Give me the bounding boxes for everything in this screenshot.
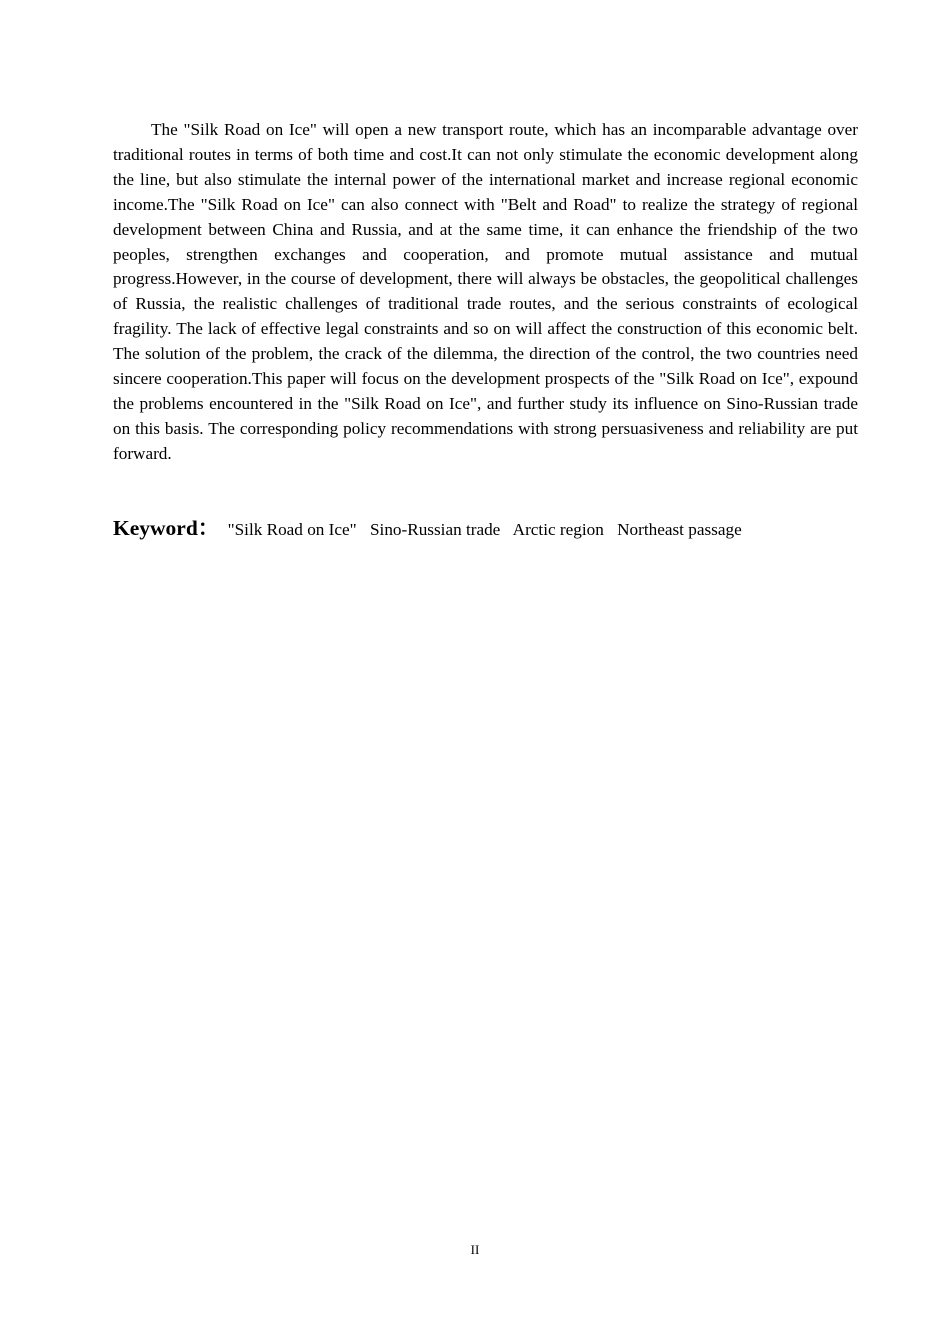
page-number: II xyxy=(470,1242,480,1257)
abstract-paragraph: The "Silk Road on Ice" will open a new transport route, which has an incomparable advantage over traditional routes in terms of both time and cost.It can not only stimulate the economic development along the line, but also stimulate the internal power of the international market and increase regional economic income.The "Silk Road on Ice" can also connect with "Belt and Road" to realize the strategy of regional development between China and Russia, and at the same time, it can enhance the friendship of the two peoples, strengthen exchanges and cooperation, and promote mutual assistance and mutual progress.However, in the course of development, there will always be obstacles, the geopolitical challenges of Russia, the realistic challenges of traditional trade routes, and the serious constraints of ecological fragility. The lack of effective legal constraints and so on will affect the construction of this economic belt. The solution of the problem, the crack of the dilemma, the direction of the control, the two countries need sincere cooperation.This paper will focus on the development prospects of the "Silk Road on Ice", expound the problems encountered in the "Silk Road on Ice", and further study its influence on Sino-Russian trade on this basis. The corresponding policy recommendations with strong persuasiveness and reliability are put forward. xyxy=(113,120,858,463)
keyword-item: Arctic region xyxy=(512,520,604,539)
keyword-item: Sino-Russian trade xyxy=(369,520,501,539)
keyword-label: Keyword xyxy=(113,516,198,540)
keyword-separator: ： xyxy=(197,516,220,540)
keyword-item: "Silk Road on Ice" xyxy=(227,520,357,539)
keyword-item: Northeast passage xyxy=(617,520,742,539)
keyword-line xyxy=(113,514,873,544)
